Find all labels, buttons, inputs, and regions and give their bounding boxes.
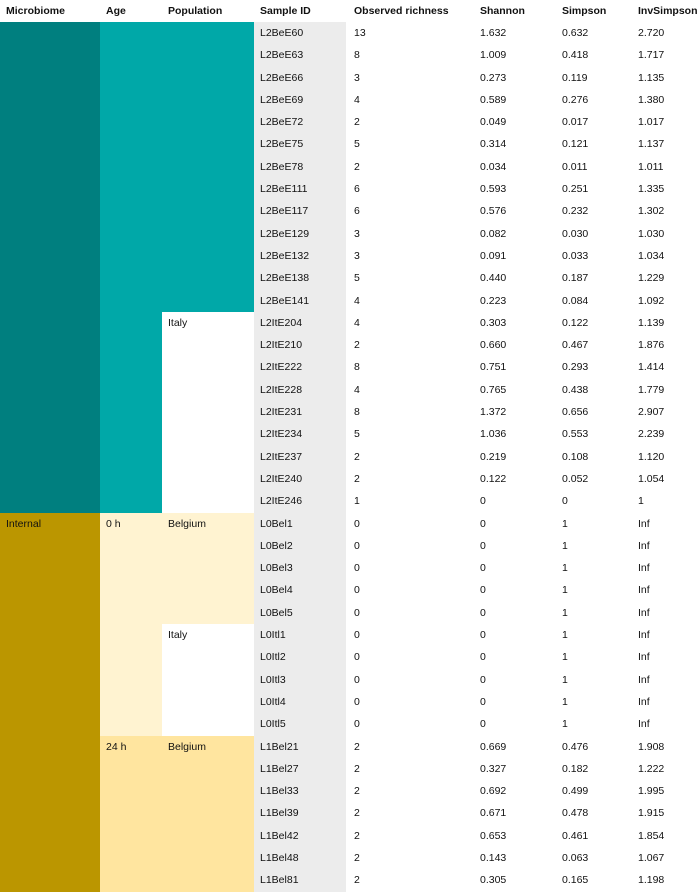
observed-richness-cell: 4: [346, 379, 474, 401]
invsimpson-cell: 1.054: [632, 468, 700, 490]
sample-id-cell: L2BeE78: [254, 156, 346, 178]
sample-id-cell: L0Bel4: [254, 579, 346, 601]
simpson-cell: 1: [556, 646, 632, 668]
invsimpson-cell: Inf: [632, 646, 700, 668]
observed-richness-cell: 8: [346, 44, 474, 66]
simpson-cell: 1: [556, 713, 632, 735]
observed-richness-cell: 6: [346, 178, 474, 200]
sample-id-cell: L2BeE69: [254, 89, 346, 111]
simpson-cell: 0.017: [556, 111, 632, 133]
population-italy-0h: Italy: [162, 624, 254, 735]
header-row: [0, 0, 700, 22]
observed-richness-cell: 0: [346, 602, 474, 624]
shannon-cell: 1.372: [474, 401, 556, 423]
shannon-cell: 0.122: [474, 468, 556, 490]
sample-id-cell: L2ItE204: [254, 312, 346, 334]
microbiome-internal: Internal: [0, 513, 100, 892]
invsimpson-cell: 1.011: [632, 156, 700, 178]
observed-richness-cell: 2: [346, 802, 474, 824]
sample-id-cell: L0Bel3: [254, 557, 346, 579]
sample-id-cell: L2BeE72: [254, 111, 346, 133]
observed-richness-cell: 2: [346, 334, 474, 356]
invsimpson-cell: 1.092: [632, 290, 700, 312]
observed-richness-cell: 13: [346, 22, 474, 44]
shannon-cell: 0.765: [474, 379, 556, 401]
observed-richness-cell: 2: [346, 847, 474, 869]
shannon-cell: 0.589: [474, 89, 556, 111]
header-population: Population: [162, 0, 254, 22]
simpson-cell: 1: [556, 624, 632, 646]
observed-richness-cell: 0: [346, 513, 474, 535]
simpson-cell: 0.438: [556, 379, 632, 401]
sample-id-cell: L2ItE228: [254, 379, 346, 401]
invsimpson-cell: 1.908: [632, 736, 700, 758]
invsimpson-cell: Inf: [632, 535, 700, 557]
observed-richness-cell: 3: [346, 67, 474, 89]
shannon-cell: 0.751: [474, 356, 556, 378]
sample-id-cell: L2BeE75: [254, 133, 346, 155]
shannon-cell: 0: [474, 557, 556, 579]
sample-id-cell: L2ItE231: [254, 401, 346, 423]
age-0h: 0 h: [100, 513, 162, 736]
shannon-cell: 0: [474, 579, 556, 601]
sample-id-cell: L1Bel33: [254, 780, 346, 802]
shannon-cell: 0: [474, 691, 556, 713]
simpson-cell: 0.119: [556, 67, 632, 89]
observed-richness-cell: 2: [346, 468, 474, 490]
simpson-cell: 0.052: [556, 468, 632, 490]
shannon-cell: 0.034: [474, 156, 556, 178]
simpson-cell: 0.418: [556, 44, 632, 66]
observed-richness-cell: 5: [346, 133, 474, 155]
simpson-cell: 0.033: [556, 245, 632, 267]
simpson-cell: 0.063: [556, 847, 632, 869]
invsimpson-cell: 1.229: [632, 267, 700, 289]
invsimpson-cell: 1.198: [632, 869, 700, 891]
shannon-cell: 0.440: [474, 267, 556, 289]
sample-id-cell: L1Bel48: [254, 847, 346, 869]
simpson-cell: 0.030: [556, 223, 632, 245]
invsimpson-cell: 1.414: [632, 356, 700, 378]
simpson-cell: 0.122: [556, 312, 632, 334]
invsimpson-cell: 1.030: [632, 223, 700, 245]
observed-richness-cell: 0: [346, 535, 474, 557]
observed-richness-cell: 4: [346, 89, 474, 111]
invsimpson-cell: 1.380: [632, 89, 700, 111]
sample-id-cell: L0Itl4: [254, 691, 346, 713]
simpson-cell: 0.478: [556, 802, 632, 824]
simpson-cell: 0.165: [556, 869, 632, 891]
sample-id-cell: L2BeE66: [254, 67, 346, 89]
invsimpson-cell: Inf: [632, 513, 700, 535]
shannon-cell: 0: [474, 713, 556, 735]
invsimpson-cell: 1.302: [632, 200, 700, 222]
simpson-cell: 1: [556, 691, 632, 713]
shannon-cell: 0: [474, 490, 556, 512]
shannon-cell: 0.576: [474, 200, 556, 222]
shannon-cell: 0.660: [474, 334, 556, 356]
table-row: [0, 736, 700, 758]
shannon-cell: 0: [474, 535, 556, 557]
sample-id-cell: L2BeE60: [254, 22, 346, 44]
invsimpson-cell: 1.995: [632, 780, 700, 802]
sample-id-cell: L1Bel27: [254, 758, 346, 780]
invsimpson-cell: 1.876: [632, 334, 700, 356]
simpson-cell: 0.461: [556, 825, 632, 847]
simpson-cell: 1: [556, 602, 632, 624]
invsimpson-cell: 1.222: [632, 758, 700, 780]
simpson-cell: 1: [556, 535, 632, 557]
shannon-cell: 0.692: [474, 780, 556, 802]
shannon-cell: 0.314: [474, 133, 556, 155]
table-row: [0, 22, 700, 44]
simpson-cell: 0.084: [556, 290, 632, 312]
simpson-cell: 0.553: [556, 423, 632, 445]
observed-richness-cell: 4: [346, 290, 474, 312]
sample-id-cell: L2ItE234: [254, 423, 346, 445]
observed-richness-cell: 1: [346, 490, 474, 512]
sample-id-cell: L1Bel39: [254, 802, 346, 824]
simpson-cell: 0.293: [556, 356, 632, 378]
invsimpson-cell: Inf: [632, 557, 700, 579]
observed-richness-cell: 2: [346, 869, 474, 891]
shannon-cell: 1.036: [474, 423, 556, 445]
invsimpson-cell: Inf: [632, 713, 700, 735]
simpson-cell: 1: [556, 557, 632, 579]
invsimpson-cell: Inf: [632, 624, 700, 646]
sample-id-cell: L0Bel5: [254, 602, 346, 624]
header-simpson: Simpson: [556, 0, 632, 22]
population-group-1: [162, 22, 254, 312]
header-invsimpson: InvSimpson: [632, 0, 700, 22]
shannon-cell: 1.009: [474, 44, 556, 66]
invsimpson-cell: 1.017: [632, 111, 700, 133]
invsimpson-cell: 1.139: [632, 312, 700, 334]
invsimpson-cell: 1.067: [632, 847, 700, 869]
invsimpson-cell: 1.135: [632, 67, 700, 89]
shannon-cell: 1.632: [474, 22, 556, 44]
simpson-cell: 0.011: [556, 156, 632, 178]
observed-richness-cell: 3: [346, 245, 474, 267]
sample-id-cell: L2ItE222: [254, 356, 346, 378]
header-observed-richness: Observed richness: [346, 0, 474, 22]
observed-richness-cell: 2: [346, 825, 474, 847]
invsimpson-cell: 1.034: [632, 245, 700, 267]
simpson-cell: 1: [556, 669, 632, 691]
shannon-cell: 0.653: [474, 825, 556, 847]
sample-id-cell: L1Bel81: [254, 869, 346, 891]
observed-richness-cell: 6: [346, 200, 474, 222]
simpson-cell: 0.232: [556, 200, 632, 222]
shannon-cell: 0.219: [474, 446, 556, 468]
simpson-cell: 0.632: [556, 22, 632, 44]
table-row: [0, 513, 700, 535]
observed-richness-cell: 0: [346, 557, 474, 579]
age-group-1: [100, 22, 162, 513]
observed-richness-cell: 2: [346, 111, 474, 133]
population-belgium-24h: Belgium: [162, 736, 254, 892]
shannon-cell: 0.049: [474, 111, 556, 133]
invsimpson-cell: 1.915: [632, 802, 700, 824]
header-age: Age: [100, 0, 162, 22]
shannon-cell: 0.327: [474, 758, 556, 780]
shannon-cell: 0: [474, 602, 556, 624]
shannon-cell: 0: [474, 513, 556, 535]
simpson-cell: 0: [556, 490, 632, 512]
observed-richness-cell: 5: [346, 423, 474, 445]
sample-id-cell: L0Itl1: [254, 624, 346, 646]
observed-richness-cell: 0: [346, 713, 474, 735]
sample-id-cell: L0Itl5: [254, 713, 346, 735]
sample-id-cell: L2BeE141: [254, 290, 346, 312]
shannon-cell: 0.669: [474, 736, 556, 758]
shannon-cell: 0.091: [474, 245, 556, 267]
observed-richness-cell: 5: [346, 267, 474, 289]
sample-id-cell: L2BeE111: [254, 178, 346, 200]
sample-id-cell: L2ItE246: [254, 490, 346, 512]
shannon-cell: 0: [474, 646, 556, 668]
invsimpson-cell: Inf: [632, 691, 700, 713]
sample-id-cell: L2ItE237: [254, 446, 346, 468]
sample-id-cell: L0Bel1: [254, 513, 346, 535]
sample-id-cell: L0Itl2: [254, 646, 346, 668]
header-sample-id: Sample ID: [254, 0, 346, 22]
microbiome-group-1: [0, 22, 100, 513]
invsimpson-cell: 1.120: [632, 446, 700, 468]
sample-id-cell: L0Bel2: [254, 535, 346, 557]
simpson-cell: 0.276: [556, 89, 632, 111]
simpson-cell: 0.121: [556, 133, 632, 155]
observed-richness-cell: 8: [346, 401, 474, 423]
observed-richness-cell: 0: [346, 646, 474, 668]
shannon-cell: 0: [474, 624, 556, 646]
simpson-cell: 0.656: [556, 401, 632, 423]
shannon-cell: 0.305: [474, 869, 556, 891]
invsimpson-cell: Inf: [632, 579, 700, 601]
observed-richness-cell: 4: [346, 312, 474, 334]
observed-richness-cell: 0: [346, 579, 474, 601]
shannon-cell: 0: [474, 669, 556, 691]
observed-richness-cell: 0: [346, 669, 474, 691]
table-header: [0, 0, 700, 22]
observed-richness-cell: 0: [346, 624, 474, 646]
observed-richness-cell: 8: [346, 356, 474, 378]
observed-richness-cell: 2: [346, 156, 474, 178]
observed-richness-cell: 0: [346, 691, 474, 713]
shannon-cell: 0.303: [474, 312, 556, 334]
sample-id-cell: L0Itl3: [254, 669, 346, 691]
observed-richness-cell: 2: [346, 736, 474, 758]
sample-id-cell: L2ItE210: [254, 334, 346, 356]
simpson-cell: 0.182: [556, 758, 632, 780]
sample-id-cell: L1Bel42: [254, 825, 346, 847]
observed-richness-cell: 3: [346, 223, 474, 245]
invsimpson-cell: Inf: [632, 602, 700, 624]
population-belgium-0h: Belgium: [162, 513, 254, 624]
invsimpson-cell: Inf: [632, 669, 700, 691]
shannon-cell: 0.593: [474, 178, 556, 200]
shannon-cell: 0.223: [474, 290, 556, 312]
simpson-cell: 1: [556, 513, 632, 535]
sample-id-cell: L2BeE63: [254, 44, 346, 66]
simpson-cell: 0.476: [556, 736, 632, 758]
simpson-cell: 0.108: [556, 446, 632, 468]
observed-richness-cell: 2: [346, 780, 474, 802]
sample-id-cell: L2BeE132: [254, 245, 346, 267]
simpson-cell: 0.187: [556, 267, 632, 289]
invsimpson-cell: 2.720: [632, 22, 700, 44]
invsimpson-cell: 1.854: [632, 825, 700, 847]
shannon-cell: 0.143: [474, 847, 556, 869]
observed-richness-cell: 2: [346, 758, 474, 780]
sample-id-cell: L2ItE240: [254, 468, 346, 490]
invsimpson-cell: 2.907: [632, 401, 700, 423]
simpson-cell: 0.251: [556, 178, 632, 200]
invsimpson-cell: 1.717: [632, 44, 700, 66]
invsimpson-cell: 2.239: [632, 423, 700, 445]
header-microbiome: Microbiome: [0, 0, 100, 22]
sample-id-cell: L2BeE117: [254, 200, 346, 222]
table-body: [0, 22, 700, 892]
invsimpson-cell: 1.779: [632, 379, 700, 401]
sample-id-cell: L1Bel21: [254, 736, 346, 758]
observed-richness-cell: 2: [346, 446, 474, 468]
header-shannon: Shannon: [474, 0, 556, 22]
age-24h: 24 h: [100, 736, 162, 892]
invsimpson-cell: 1.335: [632, 178, 700, 200]
invsimpson-cell: 1: [632, 490, 700, 512]
shannon-cell: 0.671: [474, 802, 556, 824]
sample-id-cell: L2BeE138: [254, 267, 346, 289]
shannon-cell: 0.273: [474, 67, 556, 89]
invsimpson-cell: 1.137: [632, 133, 700, 155]
shannon-cell: 0.082: [474, 223, 556, 245]
simpson-cell: 0.499: [556, 780, 632, 802]
population-italy-1: Italy: [162, 312, 254, 513]
simpson-cell: 0.467: [556, 334, 632, 356]
sample-id-cell: L2BeE129: [254, 223, 346, 245]
simpson-cell: 1: [556, 579, 632, 601]
